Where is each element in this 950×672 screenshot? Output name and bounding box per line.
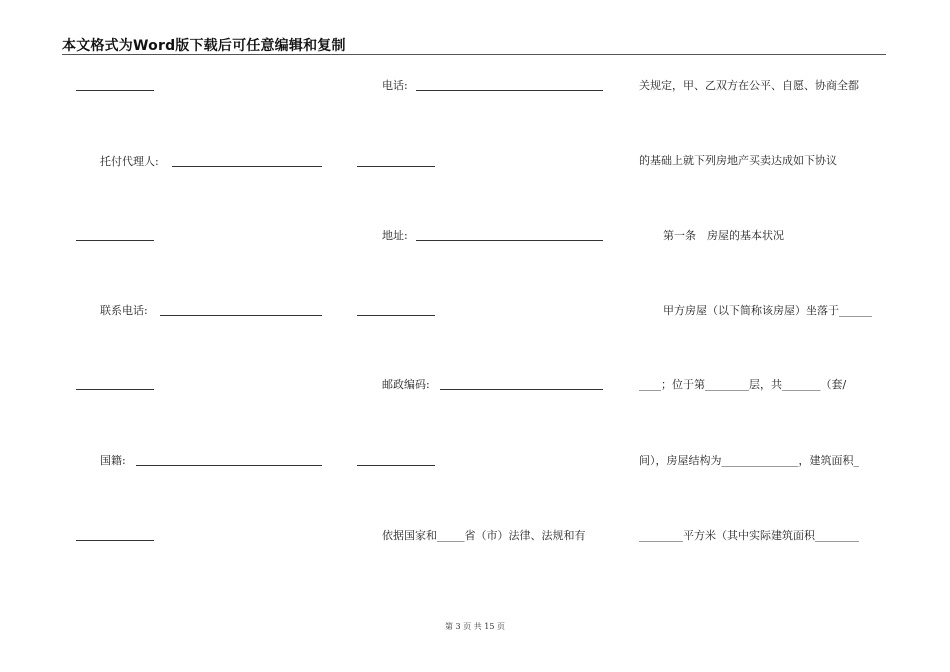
document-header-title: 本文格式为Word版下载后可任意编辑和复制 xyxy=(62,38,346,54)
phone-blank xyxy=(416,90,603,91)
col2-blank-line-3 xyxy=(357,465,435,466)
col2-blank-line-1 xyxy=(357,166,435,167)
contact-phone-blank xyxy=(160,315,322,316)
col1-blank-line-3 xyxy=(76,389,154,390)
phone-label: 电话: xyxy=(382,79,408,92)
postcode-label: 邮政编码: xyxy=(382,378,430,391)
page-number: 第 3 页 共 15 页 xyxy=(445,622,505,631)
agent-label: 托付代理人: xyxy=(100,155,159,168)
header-divider xyxy=(62,54,886,55)
col1-blank-line-4 xyxy=(76,540,154,541)
postcode-blank xyxy=(440,389,603,390)
contract-text-line-5: ____；位于第________层，共_______（套/ xyxy=(639,378,847,391)
contract-text-line-1: 关规定，甲、乙双方在公平、自愿、协商全都 xyxy=(639,79,859,92)
contact-phone-label: 联系电话: xyxy=(100,304,148,317)
contract-text-line-7: ________平方米（其中实际建筑面积________ xyxy=(639,529,859,542)
address-blank xyxy=(416,240,603,241)
contract-text-line-4: 甲方房屋（以下简称该房屋）坐落于______ xyxy=(663,304,872,317)
nationality-blank xyxy=(136,465,322,466)
agent-blank xyxy=(172,166,322,167)
col1-blank-line-1 xyxy=(76,90,154,91)
address-label: 地址: xyxy=(382,229,408,242)
legal-basis-text: 依据国家和_____省（市）法律、法规和有 xyxy=(382,529,586,542)
contract-text-line-6: 间），房屋结构为______________，建筑面积_ xyxy=(639,454,859,467)
nationality-label: 国籍: xyxy=(100,454,126,467)
article-one-heading: 第一条 房屋的基本状况 xyxy=(663,229,784,242)
contract-text-line-2: 的基础上就下列房地产买卖达成如下协议 xyxy=(639,154,837,167)
col2-blank-line-2 xyxy=(357,315,435,316)
col1-blank-line-2 xyxy=(76,240,154,241)
